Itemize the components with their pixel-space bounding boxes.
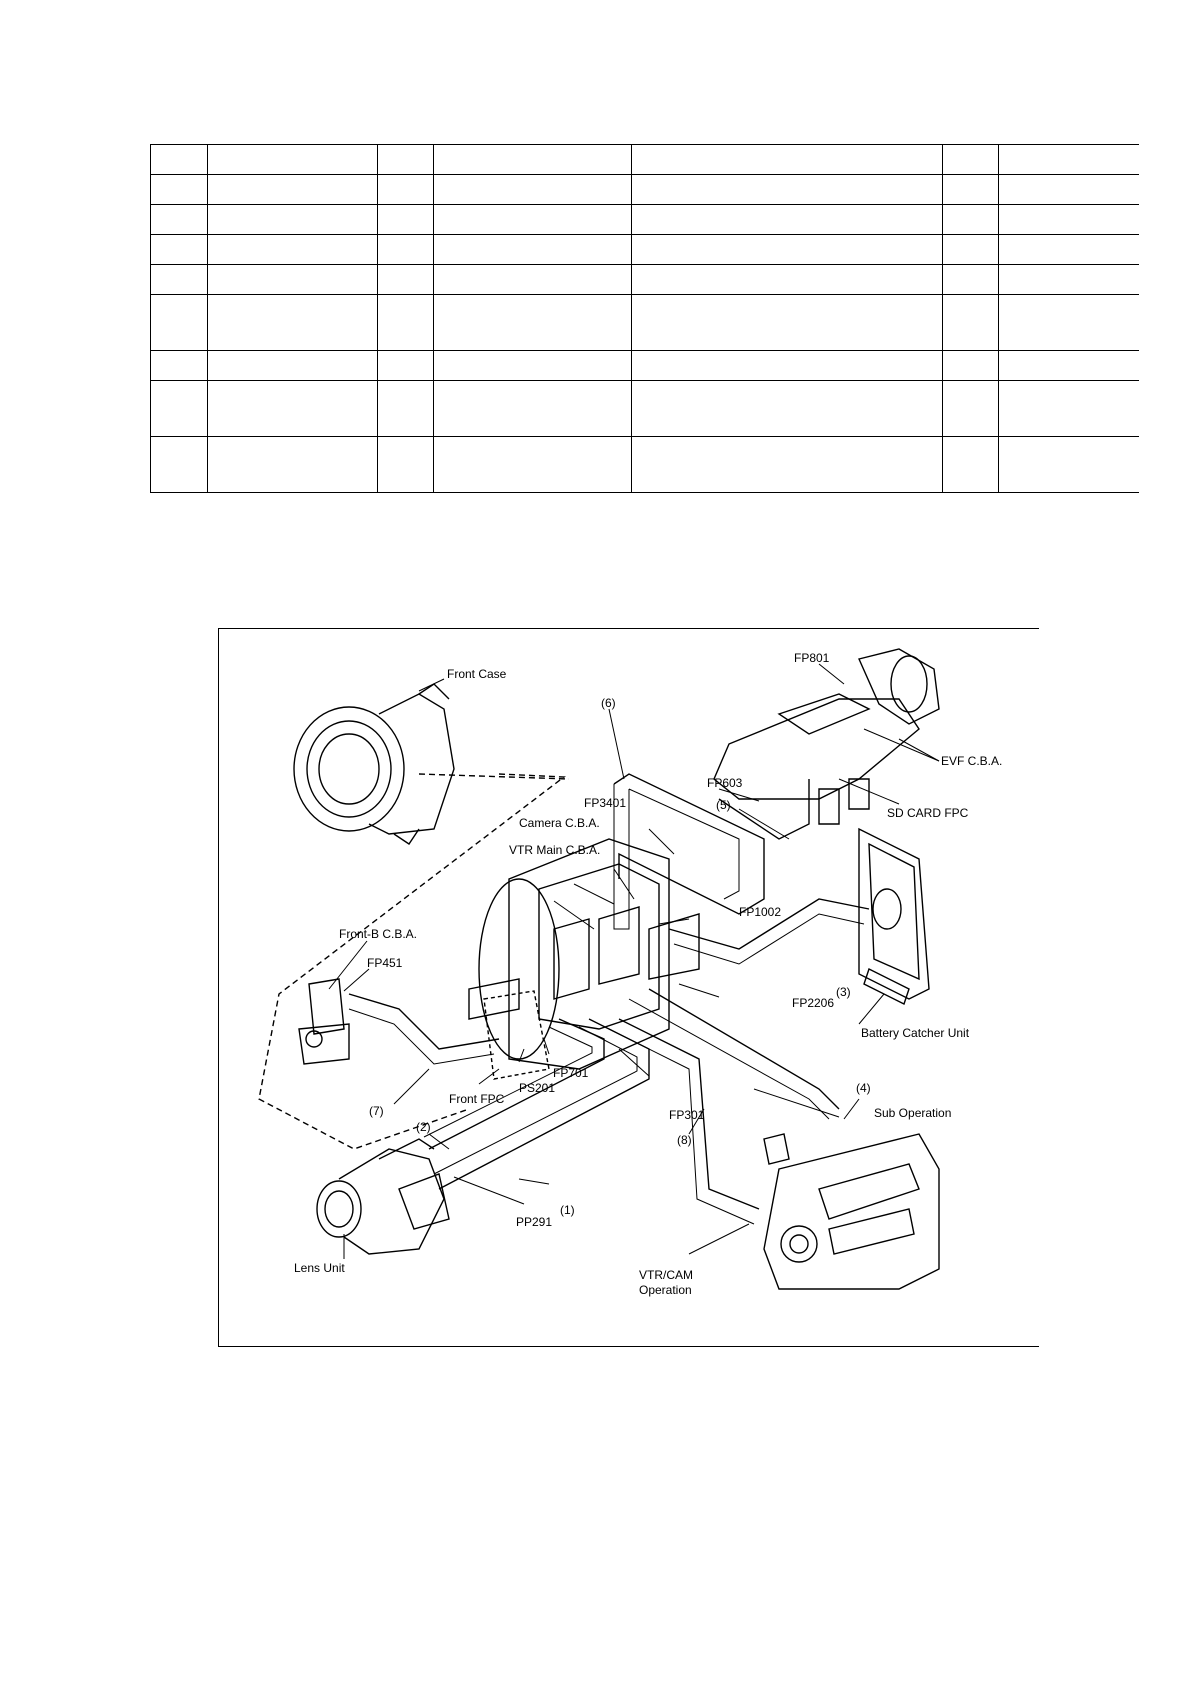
table-cell — [378, 351, 434, 381]
table-cell — [378, 175, 434, 205]
table-cell — [434, 235, 632, 265]
label-cable-7: (7) — [369, 1104, 384, 1118]
diagram-svg — [219, 629, 1039, 1346]
table-cell — [151, 175, 208, 205]
table-cell — [151, 235, 208, 265]
label-fp603: FP603 — [707, 776, 743, 790]
table-cell — [632, 205, 943, 235]
flex-cable-2 — [429, 1019, 604, 1149]
table-cell — [434, 295, 632, 351]
label-cable-6: (6) — [601, 696, 616, 710]
label-cable-1: (1) — [560, 1203, 575, 1217]
table-cell — [151, 205, 208, 235]
table-cell — [943, 205, 999, 235]
table-cell — [999, 175, 1139, 205]
leader-lines — [329, 664, 939, 1259]
lens-unit-part — [317, 1139, 449, 1254]
table-cell — [208, 145, 378, 175]
table-row — [151, 205, 1139, 235]
table-cell — [434, 175, 632, 205]
table-cell — [632, 235, 943, 265]
table-cell — [632, 265, 943, 295]
table-cell — [943, 175, 999, 205]
table-cell — [208, 351, 378, 381]
table-cell — [999, 351, 1139, 381]
label-ps201: PS201 — [519, 1081, 556, 1095]
table-cell — [378, 265, 434, 295]
table-cell — [943, 295, 999, 351]
table-cell — [999, 145, 1139, 175]
battery-catcher-part — [859, 829, 929, 1004]
table-cell — [208, 235, 378, 265]
table-cell — [378, 295, 434, 351]
table-cell — [632, 145, 943, 175]
table-row — [151, 437, 1139, 493]
table-cell — [943, 235, 999, 265]
label-vtr-cam-operation-line2: Operation — [639, 1283, 692, 1297]
label-cable-8: (8) — [677, 1133, 692, 1147]
dashed-outline-top — [419, 774, 569, 779]
table-cell — [943, 381, 999, 437]
table-cell — [151, 351, 208, 381]
label-evf-cba: EVF C.B.A. — [941, 754, 1003, 768]
label-lens-unit: Lens Unit — [294, 1261, 345, 1275]
table-cell — [943, 351, 999, 381]
table-row — [151, 295, 1139, 351]
exploded-view-figure — [218, 628, 1039, 1347]
flex-cable-6 — [614, 774, 764, 914]
table-cell — [208, 205, 378, 235]
label-front-b-cba: Front-B C.B.A. — [339, 927, 418, 941]
front-case-part — [294, 684, 454, 844]
table-cell — [999, 437, 1139, 493]
operation-unit-part — [764, 1134, 939, 1289]
table-row — [151, 145, 1139, 175]
table-cell — [378, 145, 434, 175]
table-cell — [999, 235, 1139, 265]
table-cell — [378, 437, 434, 493]
table-cell — [999, 295, 1139, 351]
table-cell — [151, 265, 208, 295]
label-fp301: FP301 — [669, 1108, 705, 1122]
table-cell — [943, 437, 999, 493]
table-cell — [632, 437, 943, 493]
table-cell — [378, 381, 434, 437]
table-cell — [999, 265, 1139, 295]
table-cell — [632, 175, 943, 205]
front-b-cba-part — [299, 979, 349, 1064]
label-fp801: FP801 — [794, 651, 830, 665]
table-cell — [434, 265, 632, 295]
label-fp451: FP451 — [367, 956, 403, 970]
label-battery-catcher-unit: Battery Catcher Unit — [861, 1026, 970, 1040]
table-cell — [208, 381, 378, 437]
label-cable-5: (5) — [716, 798, 731, 812]
table-cell — [434, 205, 632, 235]
table-cell — [943, 265, 999, 295]
table-cell — [151, 381, 208, 437]
label-cable-2: (2) — [416, 1120, 431, 1134]
label-sd-card-fpc: SD CARD FPC — [887, 806, 969, 820]
table-cell — [943, 145, 999, 175]
label-fp2206: FP2206 — [792, 996, 835, 1010]
table-cell — [378, 205, 434, 235]
label-fp701: FP701 — [553, 1066, 589, 1080]
table-cell — [632, 381, 943, 437]
table-row — [151, 175, 1139, 205]
table-cell — [151, 145, 208, 175]
table-cell — [151, 295, 208, 351]
table-cell — [434, 381, 632, 437]
label-pp291: PP291 — [516, 1215, 553, 1229]
label-camera-cba: Camera C.B.A. — [519, 816, 600, 830]
table-cell — [434, 437, 632, 493]
table-row — [151, 235, 1139, 265]
table-cell — [208, 295, 378, 351]
table-cell — [151, 437, 208, 493]
label-front-case: Front Case — [447, 667, 507, 681]
label-front-fpc: Front FPC — [449, 1092, 505, 1106]
flex-cable-7 — [349, 994, 499, 1049]
table-row — [151, 351, 1139, 381]
table-cell — [632, 351, 943, 381]
table-cell — [434, 145, 632, 175]
parts-table — [150, 144, 1139, 493]
table-cell — [378, 235, 434, 265]
table-row — [151, 381, 1139, 437]
label-vtr-main-cba: VTR Main C.B.A. — [509, 843, 601, 857]
table-cell — [999, 381, 1139, 437]
table-cell — [999, 205, 1139, 235]
label-sub-operation: Sub Operation — [874, 1106, 952, 1120]
table-cell — [632, 295, 943, 351]
table-cell — [434, 351, 632, 381]
table-cell — [208, 437, 378, 493]
label-fp3401: FP3401 — [584, 796, 627, 810]
label-cable-4: (4) — [856, 1081, 871, 1095]
table-row — [151, 265, 1139, 295]
table-cell — [208, 175, 378, 205]
label-vtr-cam-operation-line1: VTR/CAM — [639, 1268, 693, 1282]
label-fp1002: FP1002 — [739, 905, 782, 919]
label-cable-3: (3) — [836, 985, 851, 999]
table-cell — [208, 265, 378, 295]
